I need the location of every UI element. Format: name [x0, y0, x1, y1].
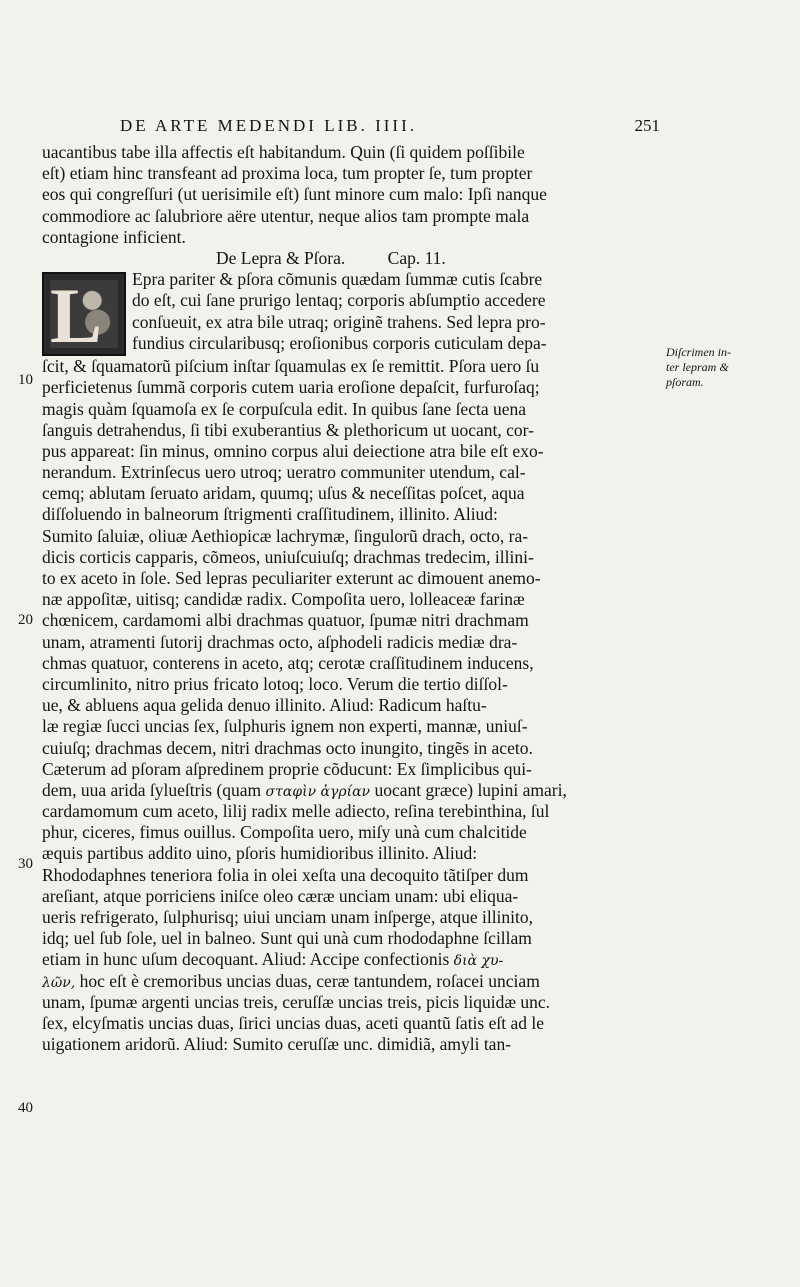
text-segment: etiam in hunc uſum decoquant. Aliud: Accipe confectionis — [42, 949, 450, 970]
text-line: conſueuit, ex atra bile utraq; originẽ trahens. Sed lepra pro- — [132, 311, 546, 332]
text-line: æquis partibus addito uino, pſoris humidioribus illinito. Aliud: — [42, 843, 478, 864]
line-number-10: 10 — [18, 372, 33, 388]
chapter-title: De Lepra & Pſora. — [216, 247, 346, 268]
chapter-heading — [42, 248, 660, 269]
text-line: Sumito ſaluiæ, oliuæ Aethiopicæ lachrymæ, ſingulorũ drach, octo, ra- — [42, 525, 529, 546]
page-number: 251 — [634, 116, 660, 135]
text-line: ſex, elcyſmatis uncias duas, ſirici uncias duas, aceti quantũ ſatis eſt ad le — [42, 1012, 544, 1033]
text-line: ue, & abluens aqua gelida denuo illinito. Aliud: Radicum haſtu- — [42, 695, 487, 716]
initial-letter: L — [50, 272, 103, 357]
line-number-20: 20 — [18, 612, 33, 628]
text-segment: hoc eſt è cremoribus uncias duas, ceræ tantundem, roſacei unciam — [75, 970, 540, 991]
text-line-greek — [42, 949, 660, 970]
text-line-greek — [42, 780, 660, 801]
text-line: chœnicem, cardamomi albi drachmas quatuor, ſpumæ nitri drachmam — [42, 610, 529, 631]
text-line: do eſt, cui ſane prurigo lentaq; corporis abſumptio accedere — [132, 290, 546, 311]
text-line: circumlinito, nitro prius fricato lotoq; loco. Verum die tertio diſſol- — [42, 673, 508, 694]
text-line: nerandum. Extrinſecus uero utroq; ueratro communiter utendum, cal- — [42, 462, 526, 483]
line-number-30: 30 — [18, 856, 33, 872]
text-line: læ regiæ ſucci uncias ſex, ſulphuris ignem non experti, mannæ, uniuſ- — [42, 716, 528, 737]
text-line: fundius circularibusq; eroſionibus corporis cuticulam depa- — [132, 332, 547, 353]
text-line: Epra pariter & pſora cõmunis quædam ſummæ cutis ſcabre — [132, 269, 543, 290]
text-line: commodiore ac ſalubriore aëre utentur, neque alios tam prompte mala — [42, 205, 530, 226]
text-line: Cæterum ad pſoram aſpredinem proprie cõducunt: Ex ſimplicibus qui- — [42, 758, 532, 779]
text-line: ſcit, & ſquamatorũ piſcium inſtar ſquamulas ex ſe remittit. Pſora uero ſu — [42, 356, 540, 377]
text-line: uigationem aridorũ. Aliud: Sumito ceruſſæ unc. dimidiã, amyli tan- — [42, 1034, 512, 1055]
text-line-greek — [42, 971, 660, 992]
text-line: perficietenus ſummã corporis cutem uaria eroſione depaſcit, furfuroſaq; — [42, 377, 540, 398]
text-line: cardamomum cum aceto, lilij radix melle adiecto, reſina terebinthina, ſul — [42, 801, 550, 822]
running-header — [120, 116, 660, 136]
margin-note-line: pſoram. — [666, 375, 704, 389]
text-line: næ appoſitæ, uitisq; candidæ radix. Compoſita uero, lolleaceæ farinæ — [42, 589, 525, 610]
text-line: to ex aceto in ſole. Sed lepras peculiariter exterunt ac dimouent anemo- — [42, 568, 541, 588]
text-line: ueris refrigerato, ſulphurisq; uiui unciam unam inſperge, atque illinito, — [42, 907, 534, 927]
text-line: phur, ciceres, fimus ouillus. Compoſita uero, miſy unà cum chalcitide — [42, 822, 527, 843]
text-line: areſiant, atque porriciens iniſce oleo cæræ unciam unam: ubi eliqua- — [42, 885, 519, 906]
running-title: DE ARTE MEDENDI LIB. IIII. — [120, 116, 417, 135]
text-segment: dem, uua arida ſylueſtris (quam — [42, 779, 266, 800]
text-line: dicis corticis capparis, cõmeos, uniuſcuiuſq; drachmas tredecim, illini- — [42, 546, 534, 567]
text-line: unam, ſpumæ argenti uncias treis, ceruſſæ uncias treis, picis liquidæ unc. — [42, 991, 551, 1012]
decorated-initial — [42, 272, 126, 356]
text-line: unam, atramenti ſutorij drachmas octo, aſphodeli radicis mediæ dra- — [42, 631, 518, 652]
text-line: uacantibus tabe illa affectis eſt habitandum. Quin (ſi quidem poſſibile — [42, 142, 525, 162]
text-line: ſanguis detrahendus, ſi tibi exuberantius & plethoricum ut uocant, cor- — [42, 419, 534, 440]
greek-phrase: σταφὶν ἀγρίαν — [265, 783, 371, 800]
text-line: diſſoluendo in balneorum ſtrigmenti craſſitudinem, illinito. Aliud: — [42, 504, 498, 525]
margin-note-line: ter lepram & — [666, 360, 729, 374]
text-line: idq; uel ſub ſole, uel in balneo. Sunt qui unà cum rhododaphne ſcillam — [42, 928, 532, 949]
margin-note-line: Diſcrimen in- — [666, 345, 731, 359]
text-line: cemq; ablutam ſeruato aridam, quumq; uſus & neceſſitas poſcet, aqua — [42, 483, 525, 504]
greek-phrase: διὰ χυ- — [453, 953, 504, 970]
text-line: eos qui congreſſuri (ut uerisimile eſt) ſunt minore cum malo: Ipſi nanque — [42, 184, 547, 205]
text-line: magis quàm ſquamoſa ex ſe corpuſcula edit. In quibus ſane ſecta uena — [42, 398, 527, 419]
chapter-number: Cap. 11. — [387, 247, 446, 268]
line-number-40: 40 — [18, 1100, 33, 1116]
text-line: chmas quatuor, conterens in aceto, atq; cerotæ craſſitudinem inducens, — [42, 652, 534, 673]
main-text — [42, 142, 660, 1055]
text-line: cuiuſq; drachmas decem, nitri drachmas octo inungito, tingẽs in aceto. — [42, 737, 533, 758]
margin-note — [666, 345, 776, 390]
text-line: pus appareat: ſin minus, omnino corpus alui deiectione atra bile eſt exo- — [42, 440, 544, 461]
text-line: Rhododaphnes teneriora folia in olei xeſta una decoquito tãtiſper dum — [42, 864, 529, 885]
text-segment: uocant græce) lupini amari, — [370, 779, 567, 800]
text-line: contagione inficient. — [42, 226, 186, 247]
text-line: eſt) etiam hinc transfeant ad proxima loca, tum propter ſe, tum propter — [42, 163, 533, 184]
greek-phrase: λῶν, — [42, 974, 76, 991]
